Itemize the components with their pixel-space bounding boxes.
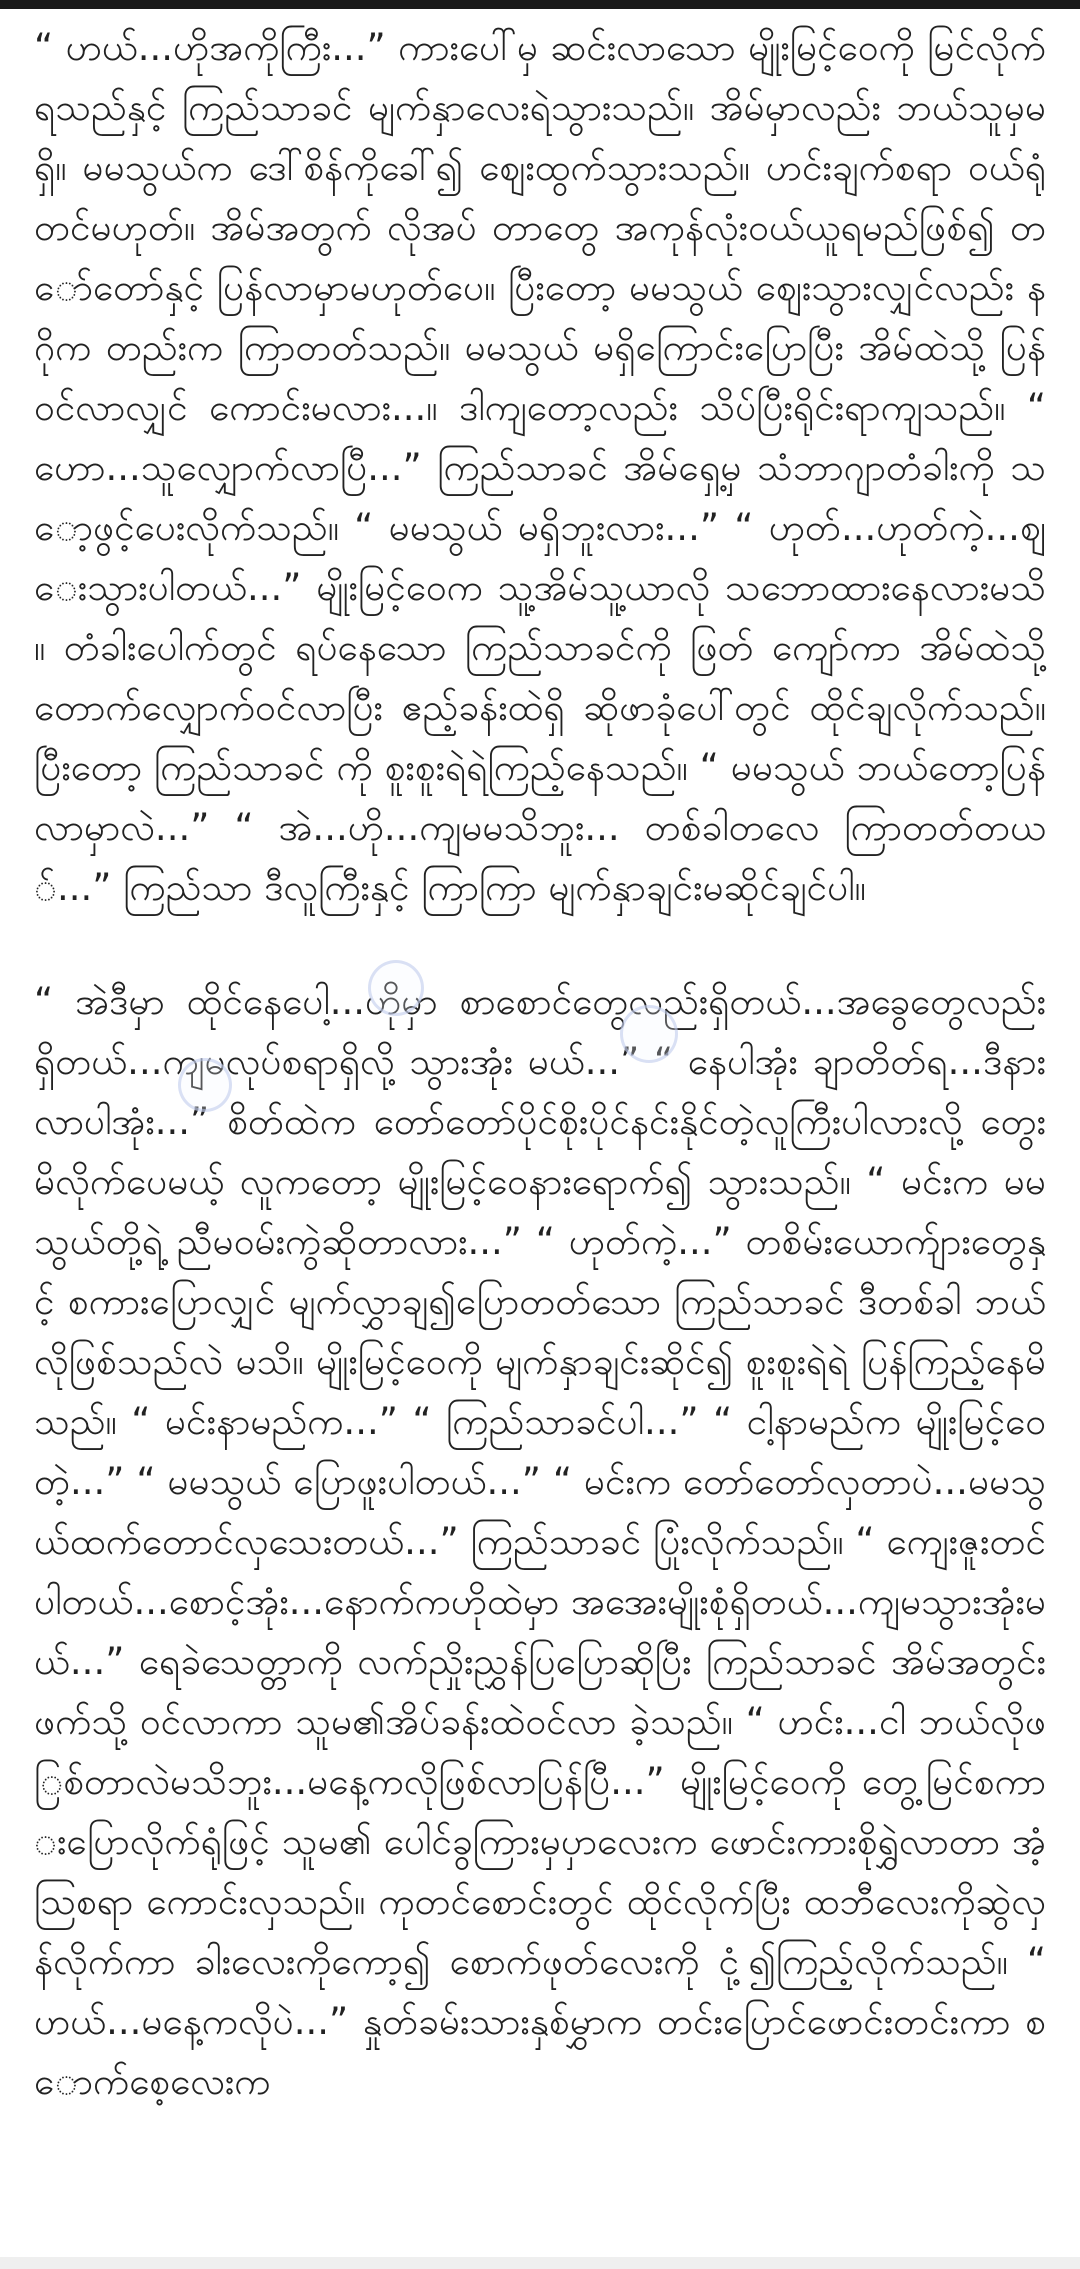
status-bar [0,0,1080,9]
paragraph-2: “ အဲဒီမှာ ထိုင်နေပေါ့...ဟိုမှာ စာစောင်တွေလည်းရှိတယ်...အခွေတွေလည်း ရှိတယ်...ကျမလုပ်စရာရှိလို့ သွားအုံး မယ်...” “ နေပါအုံး ချာတိတ်ရ...ဒီနားလာပါအုံး...” စိတ်ထဲက တော်တော်ပိုင်စိုးပိုင်နင်းနိုင်တဲ့လူကြီးပါလားလို့ တွေးမိလိုက်ပေမယ့် လူကတော့ မျိုးမြင့်ဝေနားရောက်၍ သွားသည်။ “ မင်းက မမသွယ်တို့ရဲ့ ညီမဝမ်းကွဲဆိုတာလား...” “ ဟုတ်ကဲ့...” တစိမ်းယောက်ျားတွေနှင့် စကားပြောလျှင် မျက်လွှာချ၍ပြောတတ်သော ကြည်သာခင် ဒီတစ်ခါ ဘယ်လိုဖြစ်သည်လဲ မသိ။ မျိုးမြင့်ဝေကို မျက်နှာချင်းဆိုင်၍ စူးစူးရဲရဲ ပြန်ကြည့်နေမိသည်။ “ မင်းနာမည်က...” “ ကြည်သာခင်ပါ...” “ ငါ့နာမည်က မျိုးမြင့်ဝေတဲ့...” “ မမသွယ် ပြောဖူးပါတယ်...” “ မင်းက တော်တော်လှတာပဲ...မမသွယ်ထက်တောင်လှသေးတယ်...” ကြည်သာခင် ပြုံးလိုက်သည်။ “ ကျေးဇူးတင်ပါတယ်...စောင့်အုံး...နောက်ကဟိုထဲမှာ အအေးမျိုးစုံရှိတယ်...ကျမသွားအုံးမယ်...” ရေခဲသေတ္တာကို လက်ညှိုးညွှန်ပြပြောဆိုပြီး ကြည်သာခင် အိမ်အတွင်းဖက်သို့ ဝင်လာကာ သူမ၏အိပ်ခန်းထဲဝင်လာ ခဲ့သည်။ “ ဟင်း...ငါ ဘယ်လိုဖြစ်တာလဲမသိဘူး...မနေ့ကလိုဖြစ်လာပြန်ပြီ...” မျိုးမြင့်ဝေကို တွေ့မြင်စကားပြောလိုက်ရုံဖြင့် သူမ၏ ပေါင်ခွကြားမှပှာလေးက ဖောင်းကားစိုရွှဲလာတာ အံ့ဩစရာ ကောင်းလှသည်။ ကုတင်စောင်းတွင် ထိုင်လိုက်ပြီး ထဘီလေးကိုဆွဲလှန်လိုက်ကာ ခါးလေးကိုကော့၍ စောက်ဖုတ်လေးကို ငုံ့၍ကြည့်လိုက်သည်။ “ ဟယ်...မနေ့ကလိုပဲ...” နှုတ်ခမ်းသားနှစ်မွှာက တင်းပြောင်ဖောင်းတင်းကာ စောက်စေ့လေးက [34,980,1046,2103]
navigation-bar [0,2257,1080,2269]
touch-indicator [368,960,424,1016]
touch-indicator [178,1058,232,1112]
touch-indicator [620,1005,678,1063]
paragraph-1: “ ဟယ်...ဟိုအကိုကြီး...” ကားပေါ်မှ ဆင်းလာသော မျိုးမြင့်ဝေကို မြင်လိုက်ရသည်နှင့် ကြည်သာခင် မျက်နှာလေးရဲသွားသည်။ အိမ်မှာလည်း ဘယ်သူမှမရှိ။ မမသွယ်က ဒေါ်စိန်ကိုခေါ်၍ ဈေးထွက်သွားသည်။ ဟင်းချက်စရာ ဝယ်ရုံတင်မဟုတ်။ အိမ်အတွက် လိုအပ် တာတွေ အကုန်လုံးဝယ်ယူရမည်ဖြစ်၍ တော်တော်နှင့် ပြန်လာမှာမဟုတ်ပေ။ ပြီးတော့ မမသွယ် ဈေးသွားလျှင်လည်း နဂိုက တည်းက ကြာတတ်သည်။ မမသွယ် မရှိကြောင်းပြောပြီး အိမ်ထဲသို့ ပြန်ဝင်လာလျှင် ကောင်းမလား...။ ဒါကျတော့လည်း သိပ်ပြီးရိုင်းရာကျသည်။ “ ဟော...သူလျှောက်လာပြီ...” ကြည်သာခင် အိမ်ရှေ့မှ သံဘာဂျာတံခါးကို သော့ဖွင့်ပေးလိုက်သည်။ “ မမသွယ် မရှိဘူးလား...” “ ဟုတ်...ဟုတ်ကဲ့...ဈေးသွားပါတယ်...” မျိုးမြင့်ဝေက သူ့အိမ်သူ့ယာလို သဘောထားနေလားမသိ။ တံခါးပေါက်တွင် ရပ်နေသော ကြည်သာခင်ကို ဖြတ် ကျော်ကာ အိမ်ထဲသို့ တောက်လျှောက်ဝင်လာပြီး ဧည့်ခန်းထဲရှိ ဆိုဖာခုံပေါ်တွင် ထိုင်ချလိုက်သည်။ ပြီးတော့ ကြည်သာခင် ကို စူးစူးရဲရဲကြည့်နေသည်။ “ မမသွယ် ဘယ်တော့ပြန်လာမှာလဲ...” “ အဲ...ဟို...ကျမမသိဘူး... တစ်ခါတလေ ကြာတတ်တယ်...” ကြည်သာ ဒီလူကြီးနှင့် ကြာကြာ မျက်နှာချင်းမဆိုင်ချင်ပါ။ [34,26,1046,909]
